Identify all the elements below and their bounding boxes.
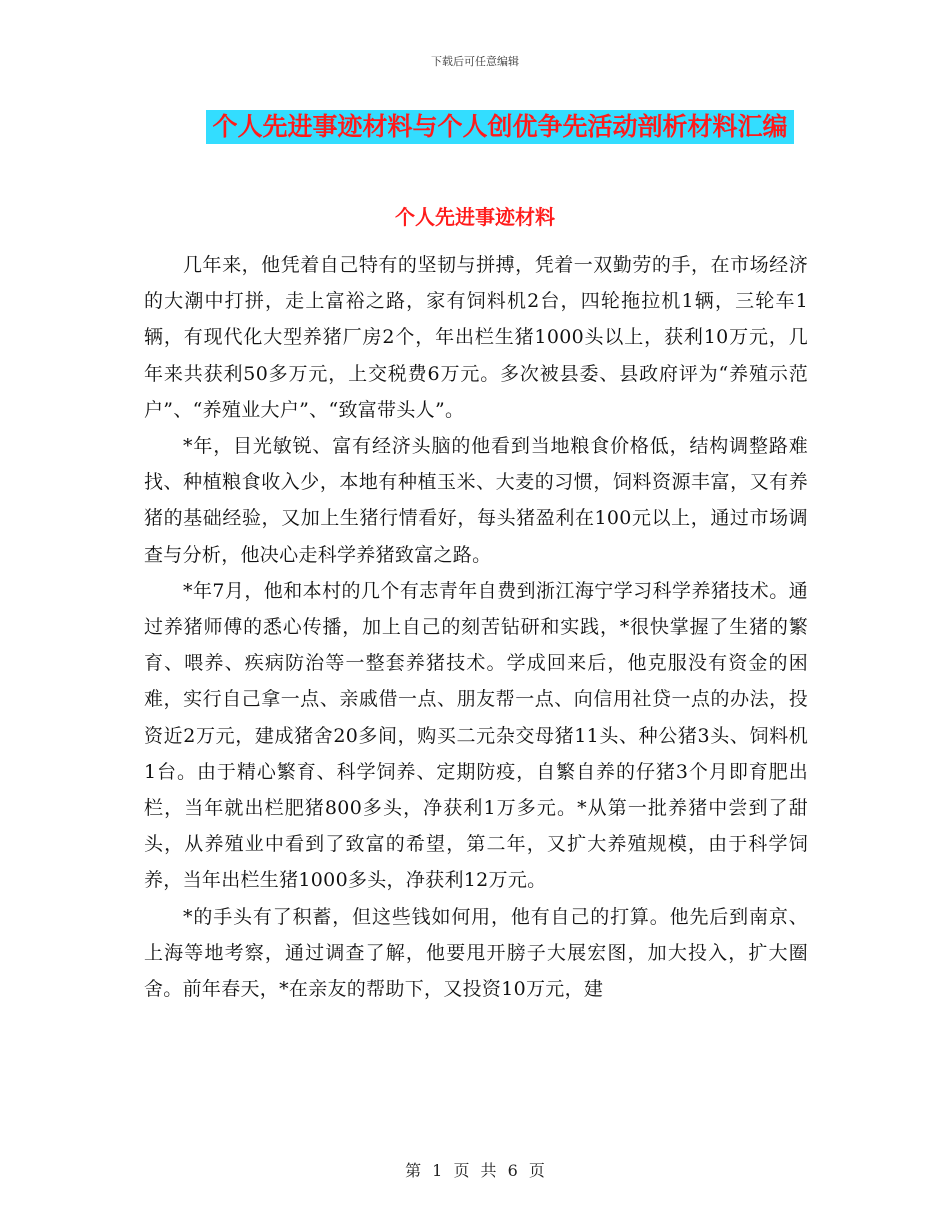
paragraph-3: *年7月，他和本村的几个有志青年自费到浙江海宁学习科学养猪技术。通过养猪师傅的悉心传播，加上自己的刻苦钻研和实践，*很快掌握了生猪的繁育、喂养、疾病防治等一整套养猪技术。学成回来后，他克服没有资金的困难，实行自己拿一点、亲戚借一点、朋友帮一点、向信用社贷一点的办法，投资近2万元，建成猪舍20多间，购买二元杂交母猪11头、种公猪3头、饲料机1台。由于精心繁育、科学饲养、定期防疫，自繁自养的仔猪3个月即育肥出栏，当年就出栏肥猪800多头，净获利1万多元。*从第一批养猪中尝到了甜头，从养殖业中看到了致富的希望，第二年，又扩大养殖规模，由于科学饲养，当年出栏生猪1000多头，净获利12万元。 [144,579,808,892]
section-title: 个人先进事迹材料 [395,205,555,229]
paragraph-2: *年，目光敏锐、富有经济头脑的他看到当地粮食价格低，结构调整路难找、种植粮食收入少，本地有种植玉米、大麦的习惯，饲料资源丰富，又有养猪的基础经验，又加上生猪行情看好，每头猪盈利在100元以上，通过市场调查与分析，他决心走科学养猪致富之路。 [144,435,808,566]
paragraph-1: 几年来，他凭着自己特有的坚韧与拼搏，凭着一双勤劳的手，在市场经济的大潮中打拼，走上富裕之路，家有饲料机2台，四轮拖拉机1辆，三轮车1辆，有现代化大型养猪厂房2个，年出栏生猪1000头以上，获利10万元，几年来共获利50多万元，上交税费6万元。多次被县委、县政府评为“养殖示范户”、“养殖业大户”、“致富带头人”。 [144,254,808,421]
main-title-wrap [0,110,950,144]
header-note: 下载后可任意编辑 [431,55,519,68]
body-text [144,247,808,1007]
main-title: 个人先进事迹材料与个人创优争先活动剖析材料汇编 [206,110,793,144]
page-footer: 第 1 页 共 6 页 [405,1161,545,1180]
paragraph-4: *的手头有了积蓄，但这些钱如何用，他有自己的打算。他先后到南京、上海等地考察，通过调查了解，他要甩开膀子大展宏图，加大投入，扩大圈舍。前年春天，*在亲友的帮助下，又投资10万元，建 [144,905,808,1001]
